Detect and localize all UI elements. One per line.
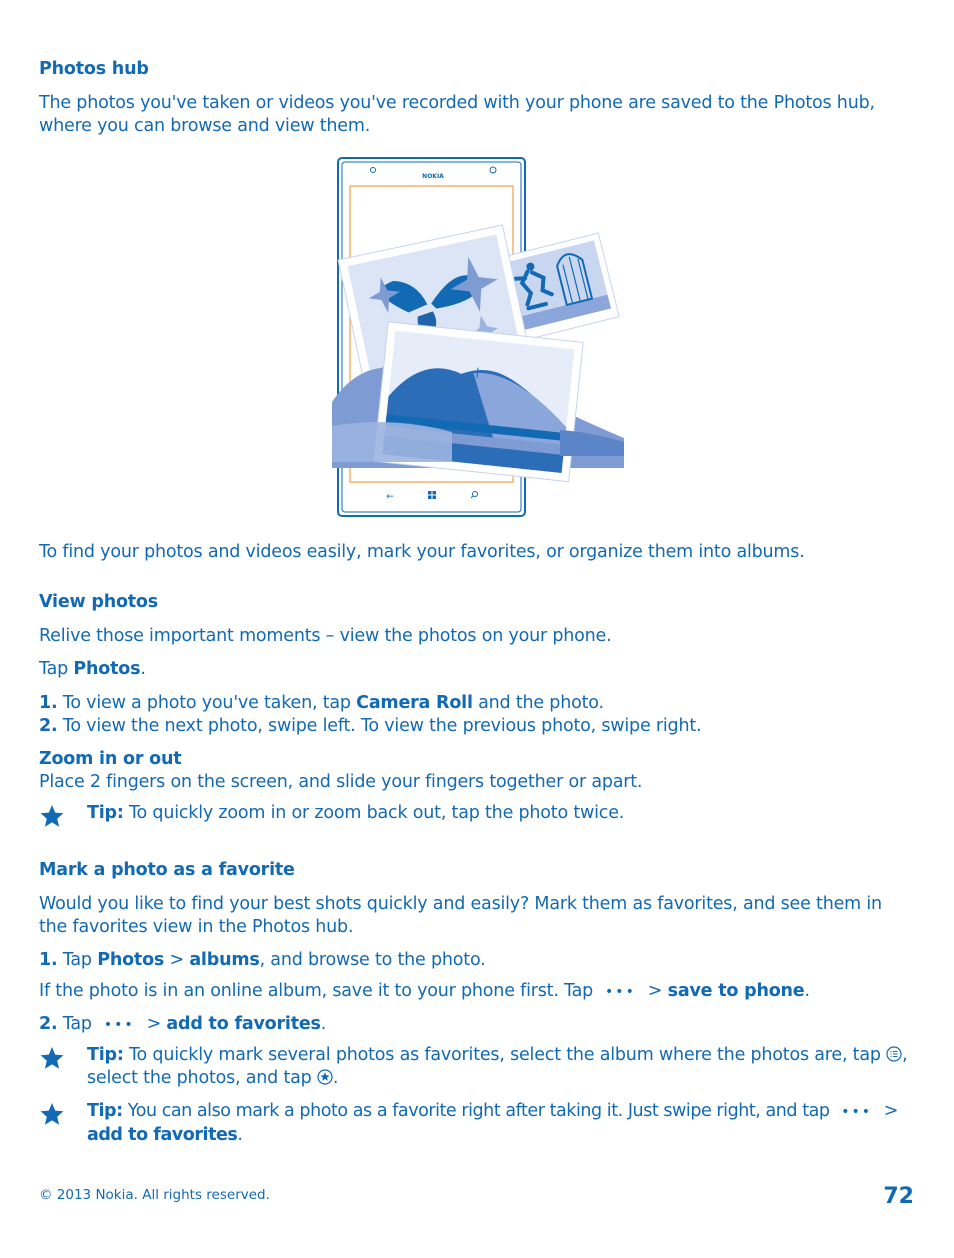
view-photos-heading: View photos xyxy=(39,592,158,612)
photos-hub-heading: Photos hub xyxy=(39,59,149,79)
star-tip-icon xyxy=(40,804,64,828)
view-photos-tap-line: Tap Photos. xyxy=(39,659,146,679)
favorite-tip-2: Tip: You can also mark a photo as a favorite right after taking it. Just swipe right, and tap ••• > add to favorites. xyxy=(87,1101,898,1145)
star-tip-icon xyxy=(40,1046,64,1070)
zoom-heading: Zoom in or out xyxy=(39,749,182,769)
favorite-heading: Mark a photo as a favorite xyxy=(39,860,295,880)
view-photos-step-2: 2. To view the next photo, swipe left. To view the previous photo, swipe right. xyxy=(39,716,702,736)
view-photos-intro: Relive those important moments – view the photos on your phone. xyxy=(39,626,612,646)
select-list-icon xyxy=(886,1046,902,1062)
view-photos-step-1: 1. To view a photo you've taken, tap Camera Roll and the photo. xyxy=(39,693,604,713)
photos-hub-intro: The photos you've taken or videos you've recorded with your phone are saved to the Photos hub, where you can browse and view them. xyxy=(39,93,875,136)
favorite-online-album-text: If the photo is in an online album, save it to your phone first. Tap ••• > save to phone. xyxy=(39,980,914,1004)
more-dots-icon: ••• xyxy=(103,1017,135,1033)
favorite-step-2: 2. Tap ••• > add to favorites. xyxy=(39,1013,914,1037)
favorite-star-circle-icon xyxy=(317,1069,333,1085)
more-dots-icon: ••• xyxy=(841,1104,873,1120)
favorite-step-1: 1. Tap Photos > albums, and browse to the photo. xyxy=(39,950,486,970)
page-number: 72 xyxy=(883,1184,914,1209)
svg-text:←: ← xyxy=(386,492,394,502)
zoom-tip: Tip: To quickly zoom in or zoom back out, tap the photo twice. xyxy=(87,803,625,823)
phone-photos-illustration xyxy=(330,156,626,520)
favorite-tip-1: Tip: To quickly mark several photos as favorites, select the album where the photos are, tap , select the photos, and tap . xyxy=(87,1045,908,1088)
photos-hub-organize-text: To find your photos and videos easily, mark your favorites, or organize them into albums. xyxy=(39,542,805,562)
star-tip-icon xyxy=(40,1102,64,1126)
zoom-text: Place 2 fingers on the screen, and slide your fingers together or apart. xyxy=(39,772,643,792)
nokia-logo: NOKIA xyxy=(422,173,444,180)
more-dots-icon: ••• xyxy=(605,984,636,1000)
favorite-intro: Would you like to find your best shots quickly and easily? Mark them as favorites, and see them in the favorites view in the Photos hub. xyxy=(39,894,882,937)
copyright: © 2013 Nokia. All rights reserved. xyxy=(39,1187,270,1203)
